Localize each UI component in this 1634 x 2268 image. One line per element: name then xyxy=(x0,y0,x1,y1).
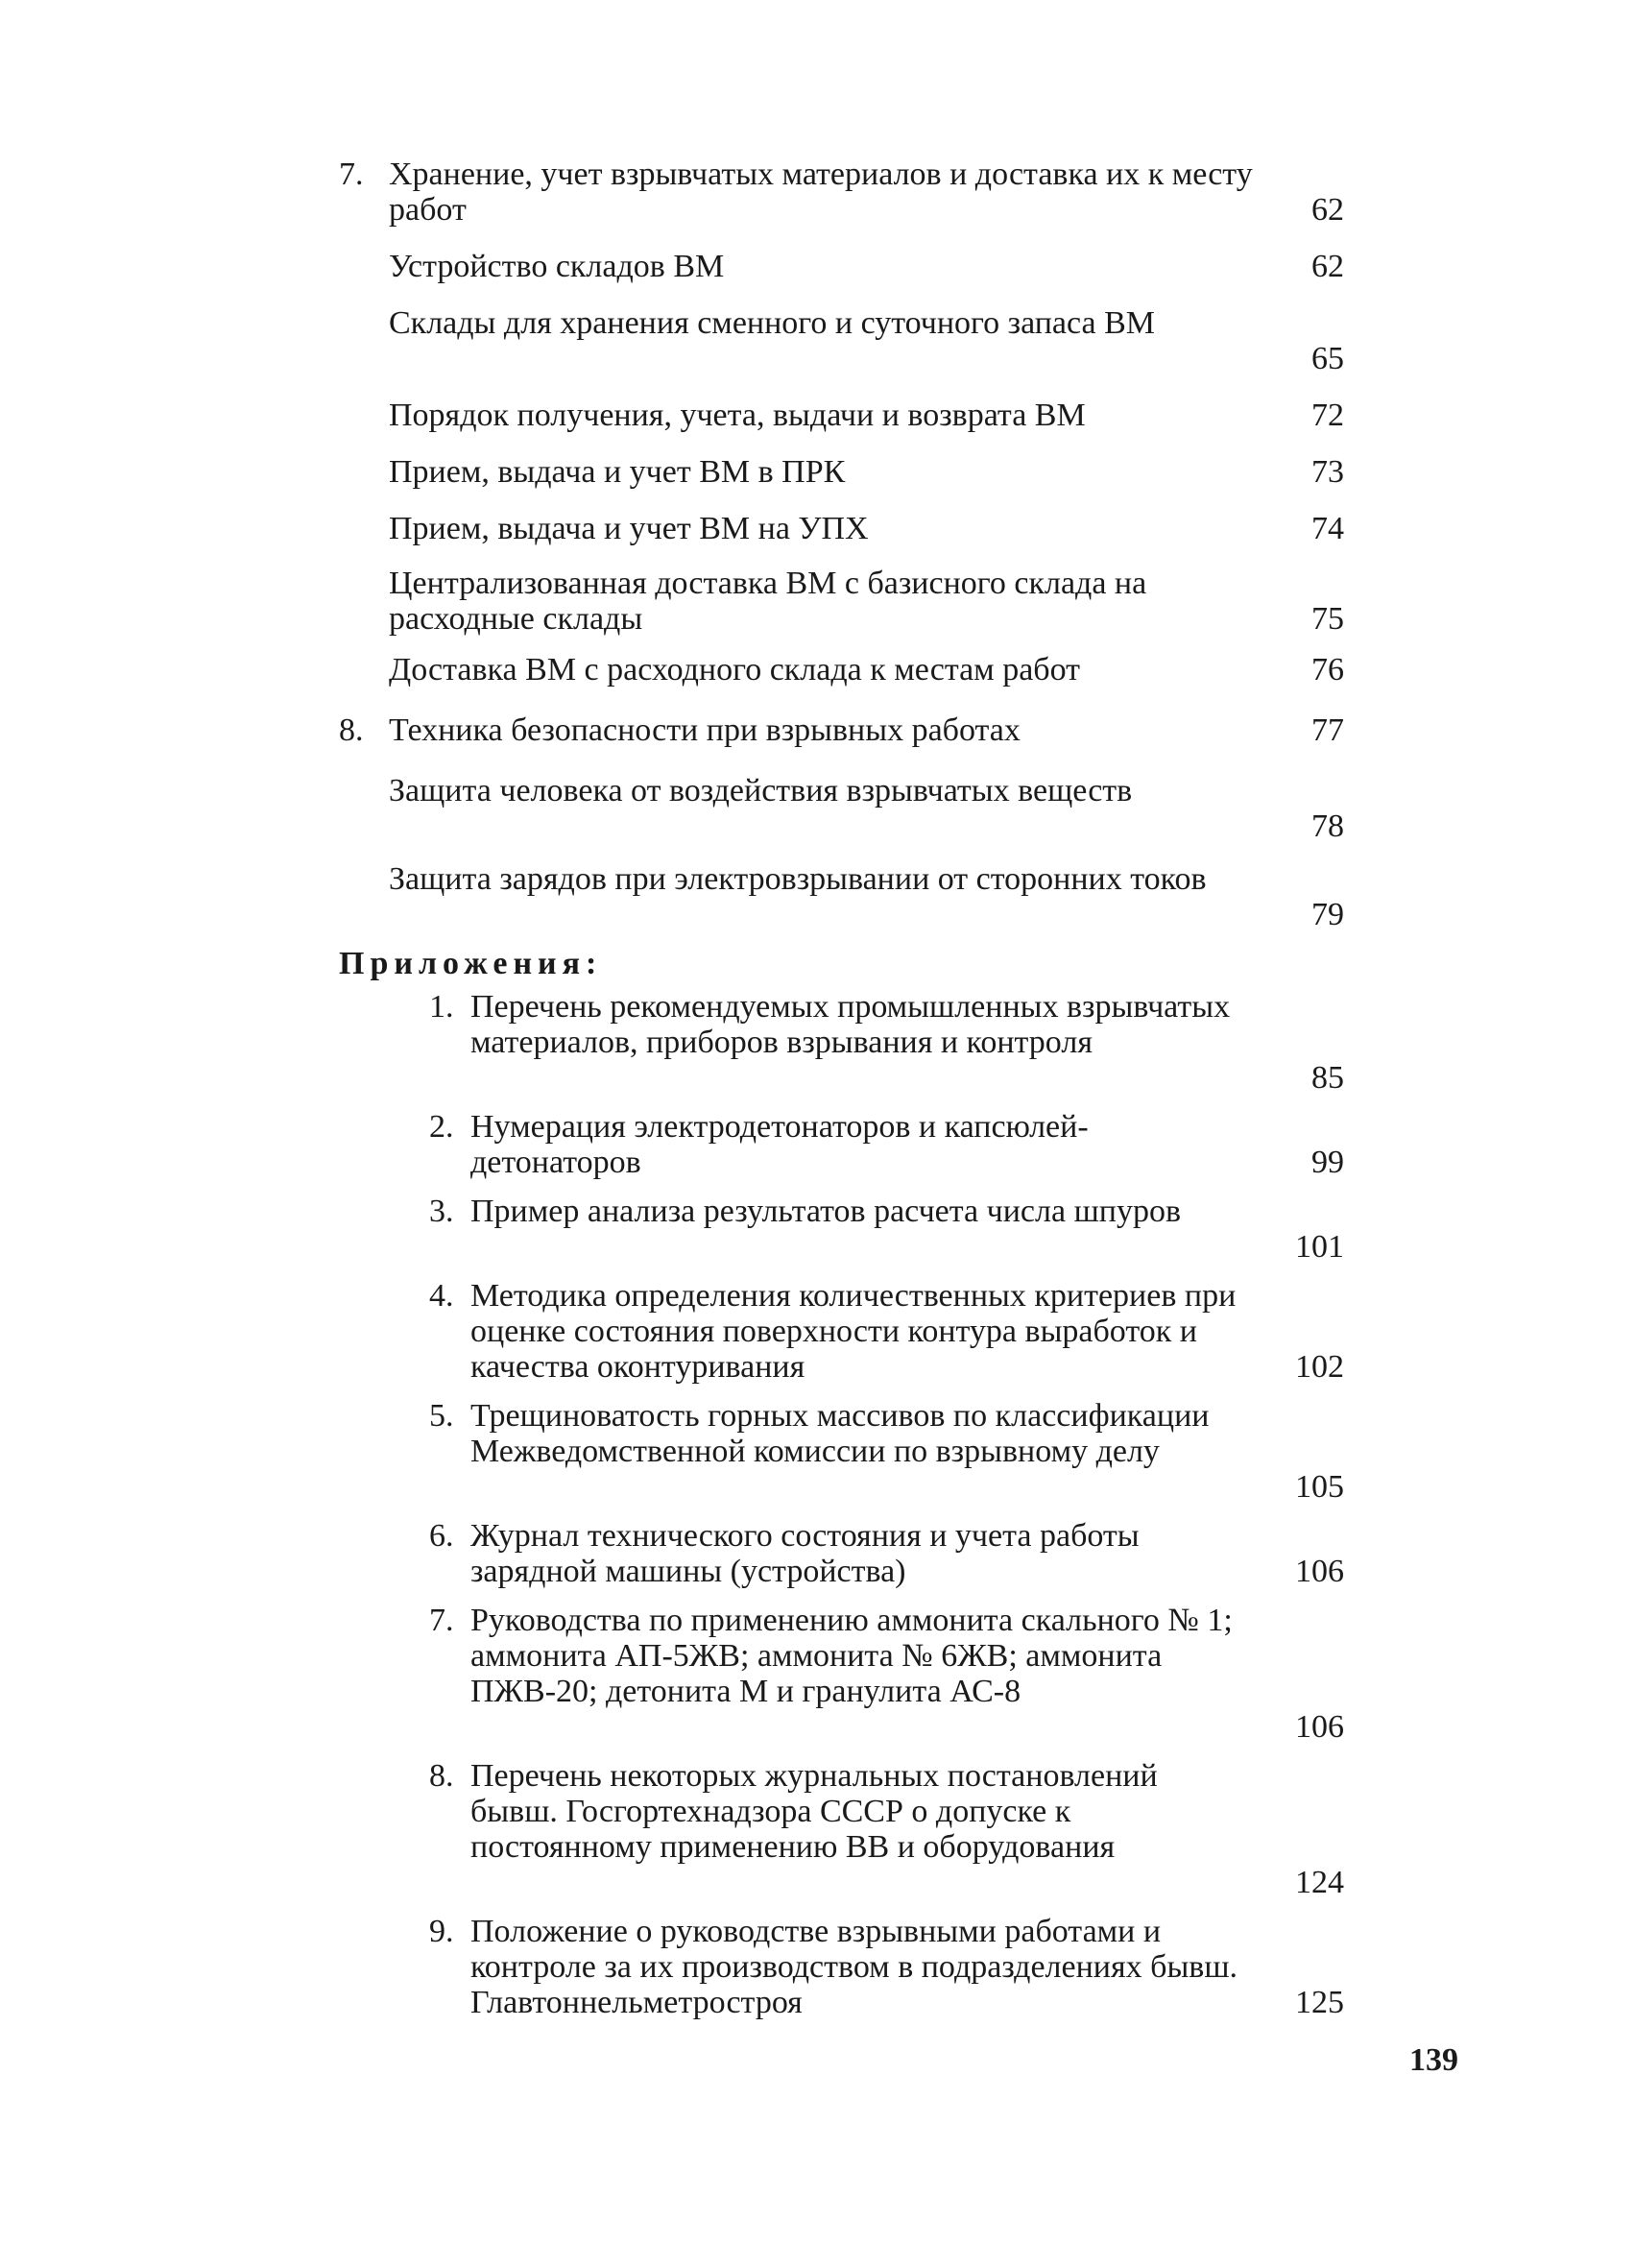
appendix-entry-page: 106 xyxy=(1295,1554,1344,1589)
toc-entry-page: 77 xyxy=(1311,712,1344,748)
toc-entry xyxy=(341,773,1354,844)
toc-entry xyxy=(341,652,1354,688)
toc-entry-title: Прием, выдача и учет ВМ в ПРК xyxy=(389,454,846,490)
appendix-entry xyxy=(341,1603,1354,1745)
toc-entry-page: 78 xyxy=(1311,808,1344,844)
toc-entry xyxy=(341,249,1354,284)
toc-entry-title: Централизованная доставка ВМ с базисного склада на расходные склады xyxy=(389,566,1147,637)
appendix-entry xyxy=(341,1518,1354,1589)
toc-entry-title: Защита зарядов при электровзрывании от сторонних токов xyxy=(389,861,1207,897)
toc-entry-title: Склады для хранения сменного и суточного запаса ВМ xyxy=(389,305,1156,341)
appendix-entry-number: 5. xyxy=(429,1398,454,1434)
appendix-entry-page: 99 xyxy=(1311,1145,1344,1180)
appendix-entry-page: 85 xyxy=(1311,1060,1344,1096)
appendix-entry-page: 105 xyxy=(1295,1469,1344,1505)
appendix-entry-number: 2. xyxy=(429,1109,454,1145)
appendix-entry-title: Руководства по применению аммонита скального № 1; аммонита АП-5ЖВ; аммонита № 6ЖВ; аммонита ПЖВ-20; детонита М и гранулита АС-8 xyxy=(470,1603,1233,1709)
appendix-entry-title: Методика определения количественных критериев при оценке состояния поверхности контура выработок и качества оконтуривания xyxy=(470,1278,1237,1385)
appendix-entry-page: 101 xyxy=(1295,1229,1344,1265)
toc-entry xyxy=(341,454,1354,490)
toc-entry xyxy=(341,566,1354,637)
appendix-entry-page: 106 xyxy=(1295,1709,1344,1745)
appendix-entry-number: 8. xyxy=(429,1758,454,1794)
appendix-entry-number: 4. xyxy=(429,1278,454,1314)
appendix-entry-number: 6. xyxy=(429,1518,454,1554)
toc-entry xyxy=(341,511,1354,546)
toc-entry-page: 65 xyxy=(1311,341,1344,376)
toc-entry-page: 76 xyxy=(1311,652,1344,688)
appendix-entry xyxy=(341,1194,1354,1265)
toc-entry-page: 62 xyxy=(1311,249,1344,284)
toc-entry-title: Техника безопасности при взрывных работах xyxy=(389,712,1021,748)
table-of-contents xyxy=(341,157,1354,2020)
appendix-entry-title: Положение о руководстве взрывными работами и контроле за их производством в подразделениях бывш. Главтоннельметростроя xyxy=(470,1914,1238,2020)
appendix-entry-page: 102 xyxy=(1295,1349,1344,1385)
toc-entry-page: 79 xyxy=(1311,897,1344,932)
toc-entry-page: 74 xyxy=(1311,511,1344,546)
appendix-entry-title: Перечень некоторых журнальных постановлений бывш. Госгортехнадзора СССР о допуске к постоянному применению ВВ и оборудования xyxy=(470,1758,1158,1865)
toc-entry xyxy=(341,305,1354,376)
appendix-entry-number: 7. xyxy=(429,1603,454,1638)
toc-entry-number: 7. xyxy=(339,157,364,192)
appendix-entry xyxy=(341,1914,1354,2020)
appendix-entry-number: 1. xyxy=(429,989,454,1025)
appendix-entry xyxy=(341,989,1354,1096)
toc-entry xyxy=(341,398,1354,433)
toc-entry-title: Прием, выдача и учет ВМ на УПХ xyxy=(389,511,869,546)
appendix-entry-number: 9. xyxy=(429,1914,454,1949)
appendix-entry-title: Журнал технического состояния и учета работы зарядной машины (устройства) xyxy=(470,1518,1140,1589)
appendix-entry-title: Перечень рекомендуемых промышленных взрывчатых материалов, приборов взрывания и контроля xyxy=(470,989,1231,1060)
toc-entry-page: 73 xyxy=(1311,454,1344,490)
toc-entry-title: Защита человека от воздействия взрывчатых веществ xyxy=(389,773,1133,808)
appendix-entry xyxy=(341,1398,1354,1505)
toc-entry xyxy=(341,157,1354,228)
appendix-entry-title: Нумерация электродетонаторов и капсюлей-детонаторов xyxy=(470,1109,1089,1180)
toc-entry-title: Хранение, учет взрывчатых материалов и доставка их к месту работ xyxy=(389,157,1253,228)
toc-entry-title: Порядок получения, учета, выдачи и возврата ВМ xyxy=(389,398,1086,433)
toc-entry xyxy=(341,861,1354,932)
page-number: 139 xyxy=(1409,2042,1458,2078)
appendix-entry-title: Пример анализа результатов расчета числа шпуров xyxy=(470,1194,1181,1229)
toc-entry-page: 62 xyxy=(1311,192,1344,228)
toc-entry-number: 8. xyxy=(339,712,364,748)
appendix-entry xyxy=(341,1109,1354,1180)
appendix-entry-page: 124 xyxy=(1295,1865,1344,1900)
toc-entry-title: Доставка ВМ с расходного склада к местам работ xyxy=(389,652,1080,688)
appendix-entry-title: Трещиноватость горных массивов по классификации Межведомственной комиссии по взрывному делу xyxy=(470,1398,1210,1469)
appendix-heading: Приложения: xyxy=(339,946,603,981)
toc-entry xyxy=(341,712,1354,748)
toc-entry-page: 72 xyxy=(1311,398,1344,433)
appendix-entry-page: 125 xyxy=(1295,1985,1344,2020)
appendix-entry xyxy=(341,1758,1354,1900)
toc-entry-page: 75 xyxy=(1311,601,1344,637)
appendix-entry xyxy=(341,1278,1354,1385)
appendix-entry-number: 3. xyxy=(429,1194,454,1229)
toc-entry-title: Устройство складов ВМ xyxy=(389,249,725,284)
